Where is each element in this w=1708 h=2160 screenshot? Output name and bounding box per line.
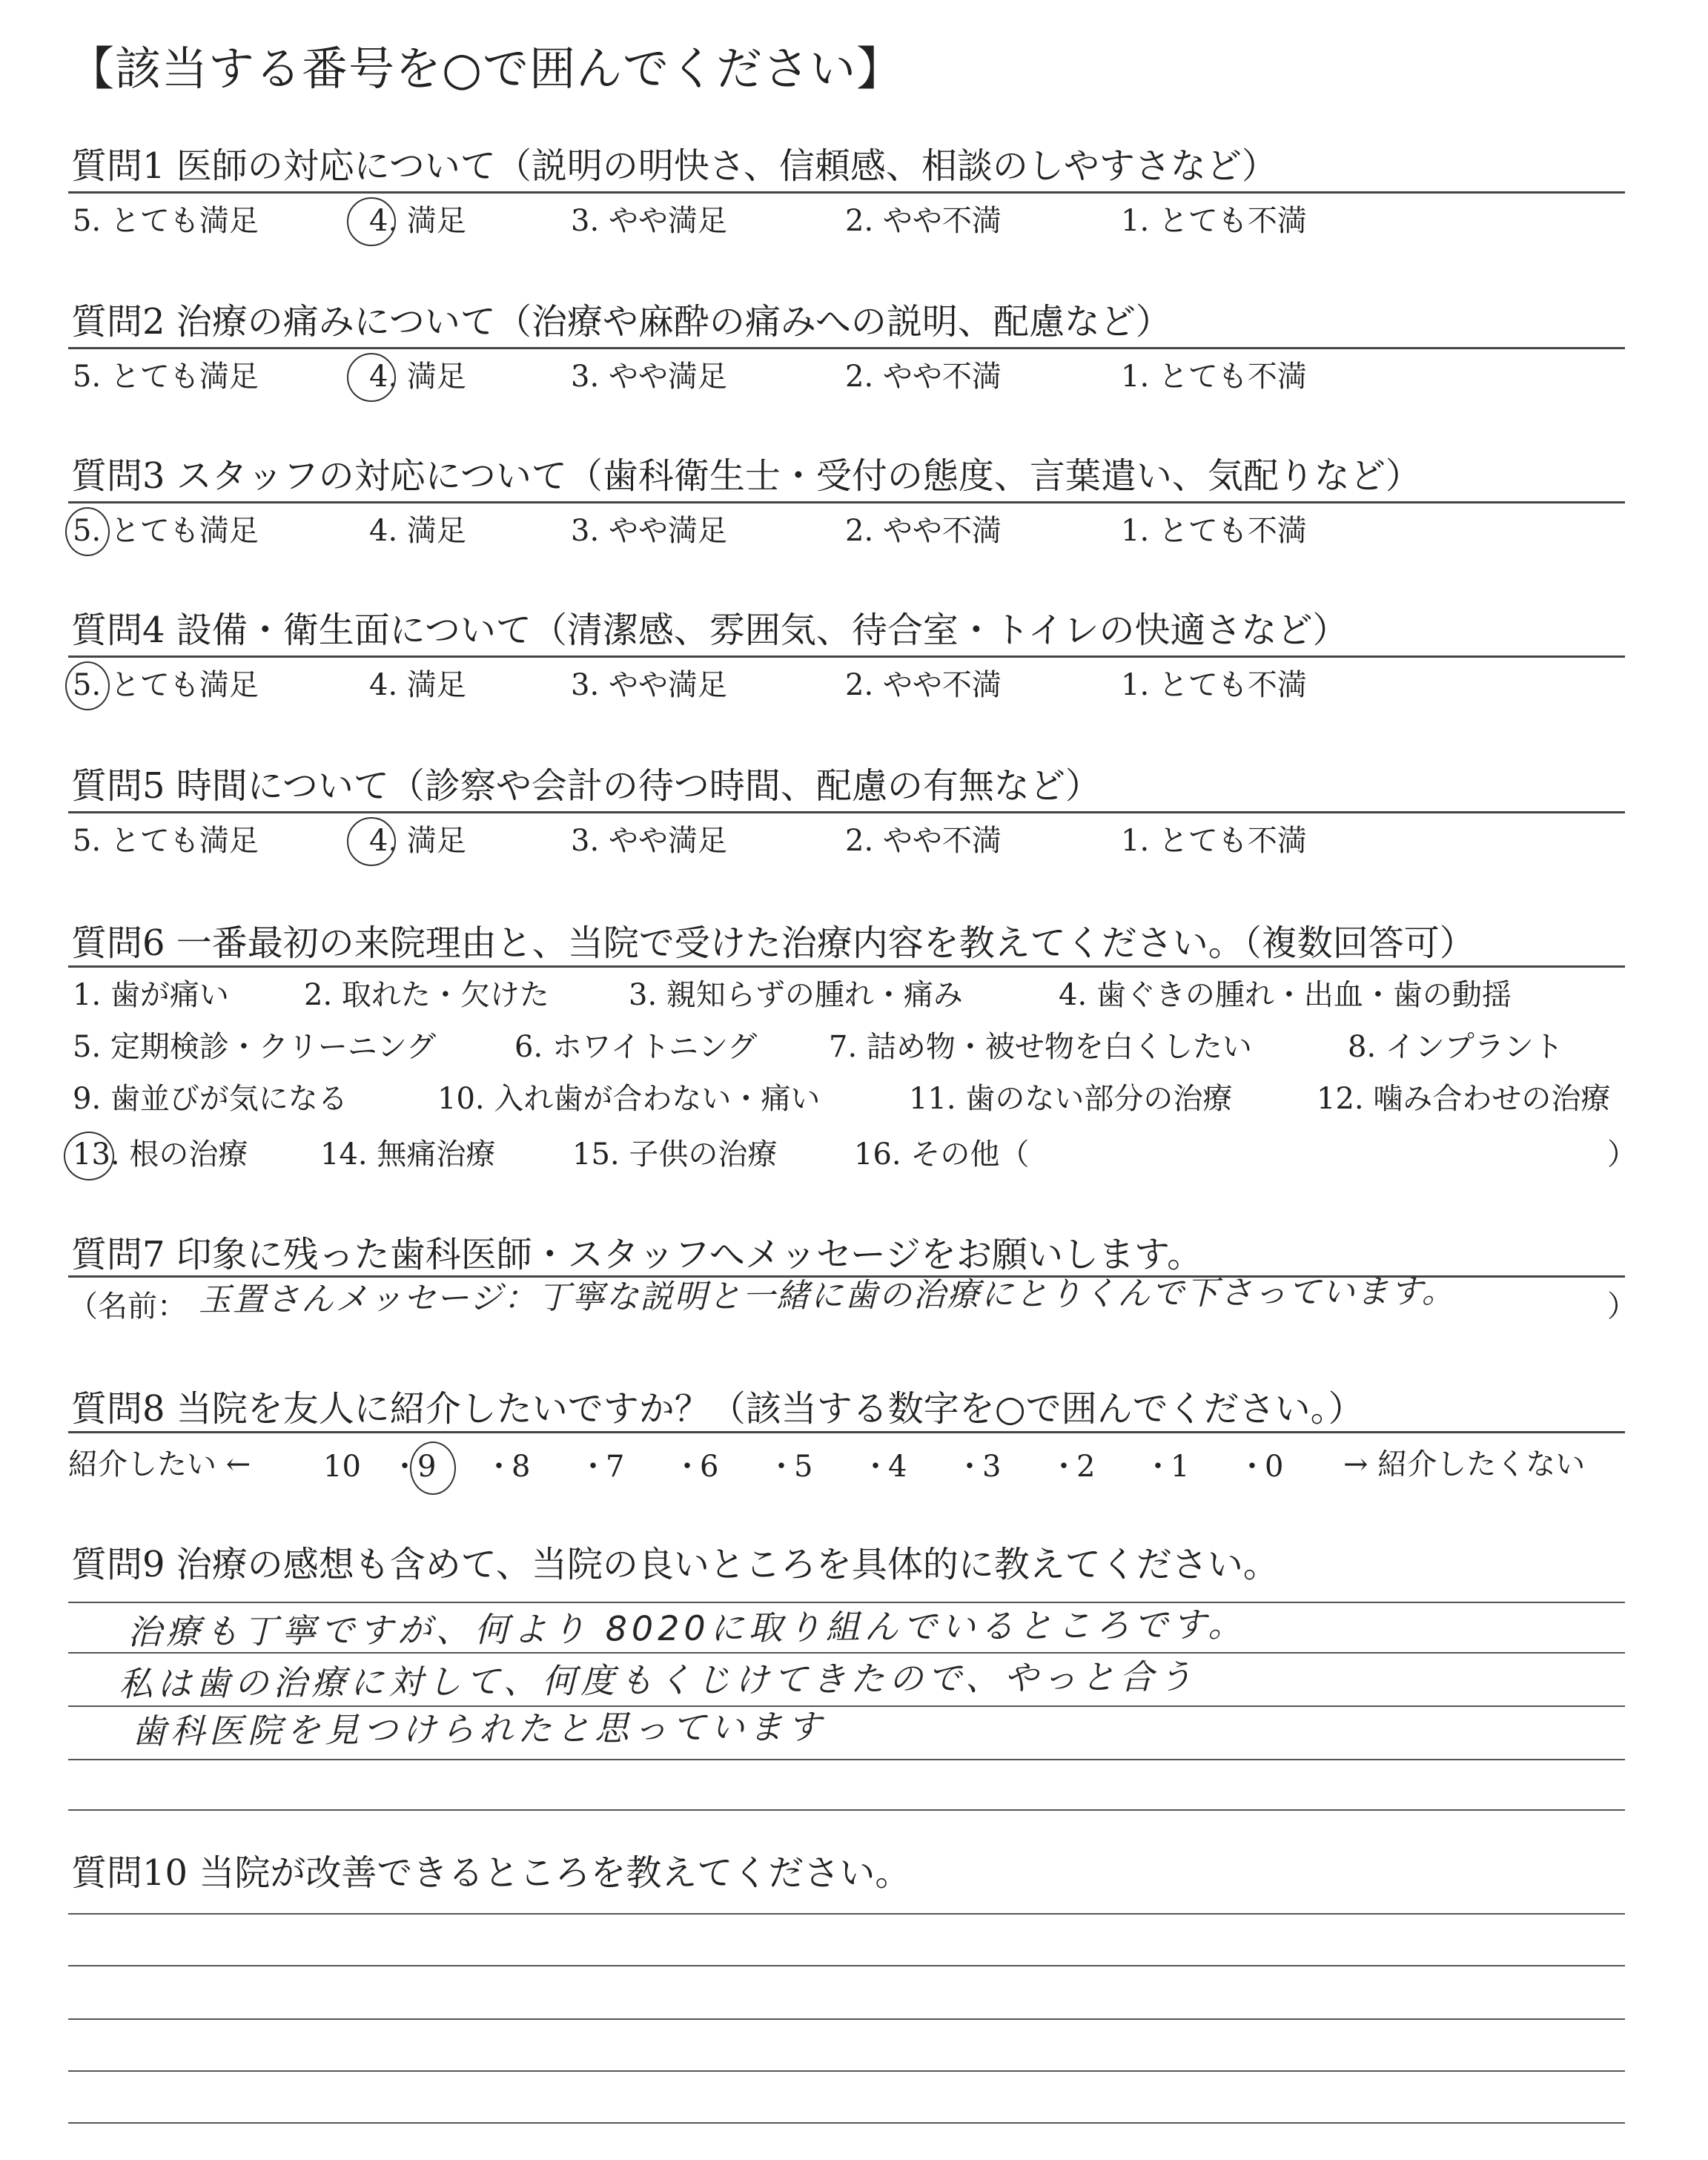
q8-right-label: → 紹介したくない (1343, 1447, 1586, 1482)
q8-left-label: 紹介したい ← (68, 1447, 251, 1482)
q6-option-1[interactable]: 1. 歯が痛い (73, 978, 229, 1012)
q6-option-13[interactable]: 13. 根の治療 (73, 1137, 248, 1172)
q8-scale-separator: ・ (484, 1450, 514, 1484)
q4-selection-circle (65, 661, 110, 710)
q6-option-15[interactable]: 15. 子供の治療 (572, 1137, 778, 1172)
q1-option-1[interactable]: 1. とても不満 (1121, 204, 1307, 238)
q2-option-2[interactable]: 2. やや不満 (845, 360, 1002, 394)
q8-scale-1[interactable]: 1 (1171, 1450, 1190, 1484)
q6-option-7[interactable]: 7. 詰め物・被せ物を白くしたい (829, 1030, 1252, 1064)
q6-option-6[interactable]: 6. ホワイトニング (514, 1030, 758, 1064)
q3-rule (68, 501, 1625, 503)
q4-option-4[interactable]: 4. 満足 (369, 668, 466, 702)
q6-option-2[interactable]: 2. 取れた・欠けた (304, 978, 549, 1012)
q3-option-4[interactable]: 4. 満足 (369, 514, 466, 548)
q6-option-4[interactable]: 4. 歯ぐきの腫れ・出血・歯の動揺 (1059, 978, 1512, 1012)
q8-scale-separator: ・ (1143, 1450, 1173, 1484)
q8-scale-separator: ・ (1237, 1450, 1267, 1484)
q2-option-5[interactable]: 5. とても満足 (73, 360, 259, 394)
q8-scale-2[interactable]: 2 (1076, 1450, 1096, 1484)
q6-rule (68, 965, 1625, 968)
q8-selection-circle (410, 1441, 456, 1495)
q8-scale-7[interactable]: 7 (606, 1450, 625, 1484)
q1-option-5[interactable]: 5. とても満足 (73, 204, 259, 238)
q6-option-12[interactable]: 12. 噛み合わせの治療 (1317, 1082, 1611, 1116)
q8-scale-8[interactable]: 8 (512, 1450, 531, 1484)
q10-line-4 (68, 2070, 1625, 2072)
q8-scale-9[interactable]: 9 (417, 1450, 437, 1484)
q4-option-3[interactable]: 3. やや満足 (571, 668, 727, 702)
q7-name-prefix: （名前： (68, 1289, 187, 1324)
q6-option-9[interactable]: 9. 歯並びが気になる (73, 1082, 348, 1116)
q4-option-5[interactable]: 5. とても満足 (73, 668, 259, 702)
q4-option-2[interactable]: 2. やや不満 (845, 668, 1002, 702)
q8-scale-4[interactable]: 4 (888, 1450, 907, 1484)
q6-option-14[interactable]: 14. 無痛治療 (320, 1137, 496, 1172)
q1-rule (68, 191, 1625, 194)
q8-scale-5[interactable]: 5 (794, 1450, 813, 1484)
q2-selection-circle (347, 353, 396, 402)
q10-heading: 質問10 当院が改善できるところを教えてください。 (71, 1852, 911, 1894)
q6-option-8[interactable]: 8. インプラント (1348, 1030, 1563, 1064)
q8-scale-separator: ・ (390, 1450, 420, 1484)
q8-scale-3[interactable]: 3 (982, 1450, 1002, 1484)
q9-handwritten-line-1: 治療も丁寧ですが、何より 8020に取り組んでいるところです。 (127, 1604, 1247, 1652)
q10-line-3 (68, 2018, 1625, 2020)
q6-option-11[interactable]: 11. 歯のない部分の治療 (909, 1082, 1233, 1116)
q5-option-1[interactable]: 1. とても不満 (1121, 824, 1307, 858)
q6-selection-circle (64, 1132, 114, 1180)
q1-selection-circle (347, 197, 396, 246)
q4-rule (68, 655, 1625, 658)
q9-handwritten-line-2: 私は歯の治療に対して、何度もくじけてきたので、やっと合う (118, 1656, 1197, 1704)
q8-heading: 質問8 当院を友人に紹介したいですか？（該当する数字を○で囲んでください。） (71, 1388, 1364, 1430)
q3-option-3[interactable]: 3. やや満足 (571, 514, 727, 548)
q6-close-paren: ） (1607, 1137, 1637, 1172)
q8-scale-separator: ・ (861, 1450, 890, 1484)
q6-option-3[interactable]: 3. 親知らずの腫れ・痛み (629, 978, 963, 1012)
q9-line-5 (68, 1809, 1625, 1811)
q7-close-paren: ） (1607, 1289, 1637, 1324)
q5-option-3[interactable]: 3. やや満足 (571, 824, 727, 858)
q6-heading: 質問6 一番最初の来院理由と、当院で受けた治療内容を教えてください。（複数回答可） (71, 922, 1475, 964)
q10-line-1 (68, 1913, 1625, 1915)
q3-option-2[interactable]: 2. やや不満 (845, 514, 1002, 548)
q8-rule (68, 1431, 1625, 1433)
q3-option-1[interactable]: 1. とても不満 (1121, 514, 1307, 548)
q1-option-3[interactable]: 3. やや満足 (571, 204, 727, 238)
q8-scale-separator: ・ (672, 1450, 702, 1484)
q3-option-5[interactable]: 5. とても満足 (73, 514, 259, 548)
q1-option-4[interactable]: 4. 満足 (369, 204, 466, 238)
q9-handwritten-line-3: 歯科医院を見つけられたと思っています (131, 1706, 827, 1751)
q9-heading: 質問9 治療の感想も含めて、当院の良いところを具体的に教えてください。 (71, 1544, 1279, 1585)
q4-heading: 質問4 設備・衛生面について（清潔感、雰囲気、待合室・トイレの快適さなど） (71, 610, 1348, 651)
q3-heading: 質問3 スタッフの対応について（歯科衛生士・受付の態度、言葉遣い、気配りなど） (71, 455, 1421, 497)
q8-scale-separator: ・ (578, 1450, 608, 1484)
q6-option-5[interactable]: 5. 定期検診・クリーニング (73, 1030, 437, 1064)
q2-heading: 質問2 治療の痛みについて（治療や麻酔の痛みへの説明、配慮など） (71, 301, 1171, 343)
q10-line-5 (68, 2122, 1625, 2124)
q7-heading: 質問7 印象に残った歯科医師・スタッフへメッセージをお願いします。 (71, 1234, 1203, 1275)
q2-option-1[interactable]: 1. とても不満 (1121, 360, 1307, 394)
q5-option-4[interactable]: 4. 満足 (369, 824, 466, 858)
form-title: 【該当する番号を○で囲んでください】 (68, 42, 904, 96)
q8-scale-separator: ・ (955, 1450, 984, 1484)
q3-selection-circle (65, 507, 110, 556)
q9-line-4 (68, 1759, 1625, 1760)
q8-scale-10[interactable]: 10 (323, 1450, 361, 1484)
q7-handwritten-message: 玉置さんメッセージ：丁寧な説明と一緒に歯の治療にとりくんで下さっています。 (198, 1272, 1456, 1319)
q8-scale-0[interactable]: 0 (1265, 1450, 1284, 1484)
q8-scale-separator: ・ (767, 1450, 796, 1484)
q5-rule (68, 811, 1625, 813)
q1-option-2[interactable]: 2. やや不満 (845, 204, 1002, 238)
q8-scale-6[interactable]: 6 (700, 1450, 719, 1484)
q2-option-3[interactable]: 3. やや満足 (571, 360, 727, 394)
q5-option-2[interactable]: 2. やや不満 (845, 824, 1002, 858)
q6-option-16[interactable]: 16. その他（ (854, 1137, 1030, 1172)
q8-scale-separator: ・ (1049, 1450, 1079, 1484)
q2-option-4[interactable]: 4. 満足 (369, 360, 466, 394)
q5-option-5[interactable]: 5. とても満足 (73, 824, 259, 858)
q2-rule (68, 347, 1625, 349)
q6-option-10[interactable]: 10. 入れ歯が合わない・痛い (437, 1082, 821, 1116)
q9-line-1 (68, 1602, 1625, 1603)
q4-option-1[interactable]: 1. とても不満 (1121, 668, 1307, 702)
q9-line-3 (68, 1705, 1625, 1707)
q10-line-2 (68, 1965, 1625, 1966)
q9-line-2 (68, 1652, 1625, 1654)
q5-heading: 質問5 時間について（診察や会計の待つ時間、配慮の有無など） (71, 765, 1101, 807)
q1-heading: 質問1 医師の対応について（説明の明快さ、信頼感、相談のしやすさなど） (71, 145, 1277, 187)
q5-selection-circle (347, 817, 396, 866)
